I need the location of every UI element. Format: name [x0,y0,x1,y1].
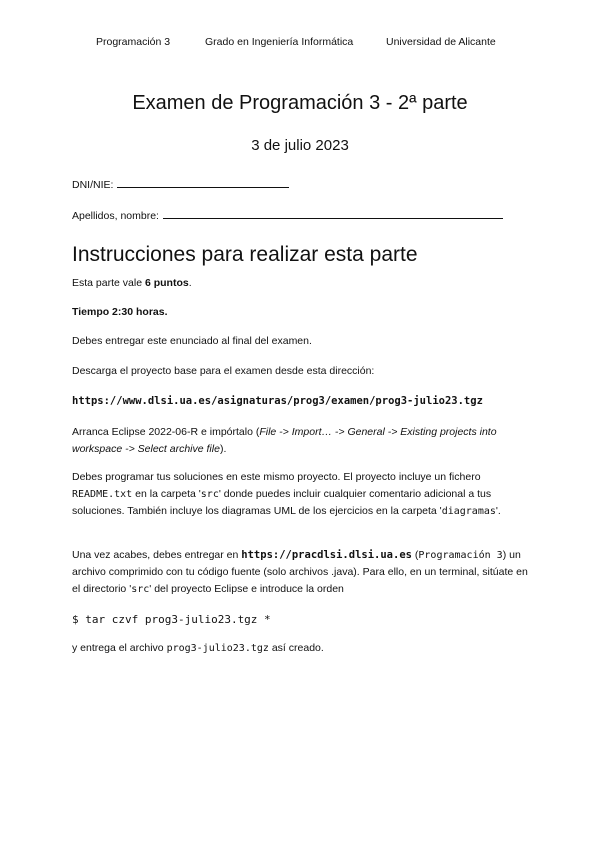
submit-url[interactable]: https://pracdlsi.dlsi.ua.es [241,549,412,561]
eclipse-end: ). [219,443,227,455]
program-text-2: en la carpeta ' [132,488,201,500]
eclipse-menu-path: File -> Import… -> General -> Existing projects into workspace -> Select archive file [72,426,497,455]
submit-text-2: ( [411,549,419,561]
final-paragraph [72,640,534,657]
dni-blank-line [117,178,289,188]
worth-end: . [188,277,192,289]
tar-command: $ tar czvf prog3-julio23.tgz * [72,613,271,626]
time-paragraph: Tiempo 2:30 horas. [72,306,168,318]
submit-text-3: ) un archivo comprimido con tu código fuente (solo archivos .java). Para ello, en un terminal, sitúate en el directorio ' [72,549,528,595]
src-folder: src [200,489,219,500]
exam-title: Examen de Programación 3 - 2ª parte [132,92,468,114]
download-url-paragraph [72,393,552,410]
eclipse-text: Arranca Eclipse 2022-06-R e impórtalo ( [72,426,260,438]
program-text-4: '. [495,505,501,517]
final-filename: prog3-julio23.tgz [166,643,269,654]
name-label: Apellidos, nombre: [72,210,159,222]
download-url[interactable]: https://www.dlsi.ua.es/asignaturas/prog3/examen/prog3-julio23.tgz [72,395,483,407]
dni-label: DNI/NIE: [72,179,114,191]
download-paragraph: Descarga el proyecto base para el examen desde esta dirección: [72,365,375,377]
command-paragraph [72,611,534,629]
header-degree: Grado en Ingeniería Informática [205,36,354,48]
worth-paragraph [72,275,534,292]
diagramas-folder: diagramas [441,506,496,517]
readme-filename: README.txt [72,489,133,500]
final-text-1: y entrega el archivo [72,642,167,654]
submit-course: Programación 3 [418,550,503,561]
header-university: Universidad de Alicante [386,36,496,48]
final-text-2: así creado. [268,642,324,654]
eclipse-paragraph [72,424,534,458]
submit-src-folder: src [131,584,150,595]
submit-paragraph [72,547,534,598]
section-heading: Instrucciones para realizar esta parte [72,243,418,266]
deliver-paragraph: Debes entregar este enunciado al final del examen. [72,335,312,347]
program-text-1: Debes programar tus soluciones en este mismo proyecto. El proyecto incluye un fichero [72,471,481,483]
worth-text: Esta parte vale [72,277,145,289]
submit-text-1: Una vez acabes, debes entregar en [72,549,242,561]
name-blank-line [163,209,503,219]
program-paragraph [72,469,534,520]
submit-text-4: ' del proyecto Eclipse e introduce la orden [149,583,344,595]
name-field [72,209,503,222]
dni-field [72,178,289,191]
exam-date: 3 de julio 2023 [251,137,349,154]
program-text-3: ' donde puedes incluir cualquier comentario adicional a tus soluciones. También incluye los diagramas UML de los ejercicios en la carpeta ' [72,488,492,517]
header-course: Programación 3 [96,36,171,48]
worth-points: 6 puntos [144,277,189,289]
